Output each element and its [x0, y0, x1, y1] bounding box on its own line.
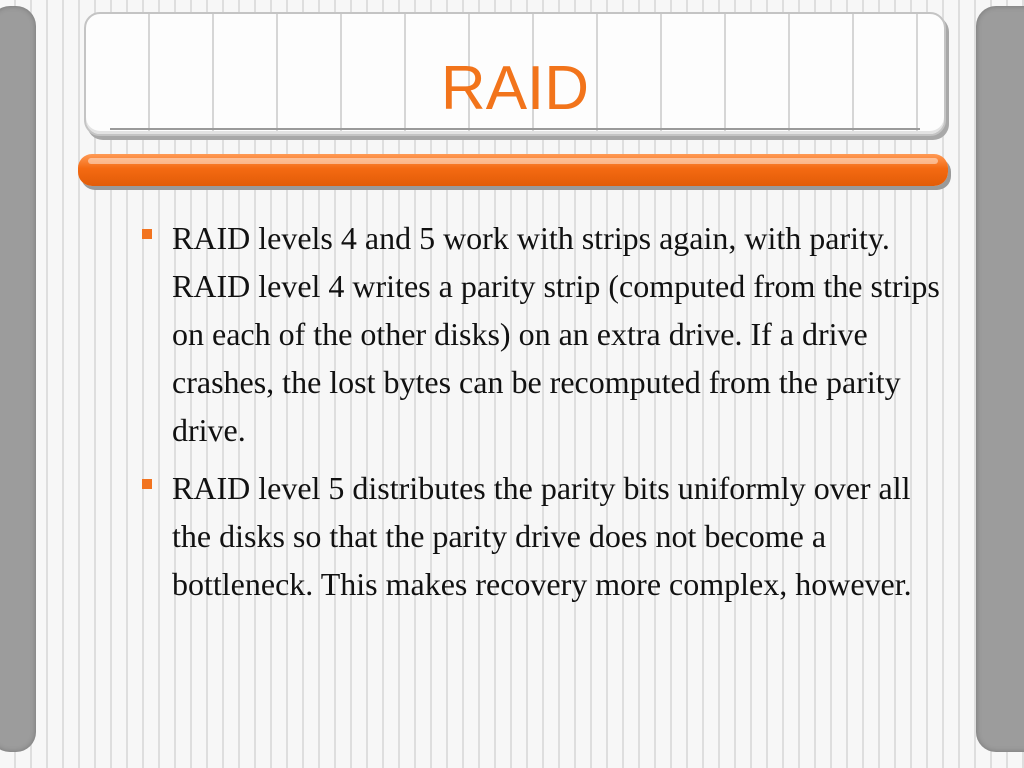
square-bullet-icon: [142, 479, 152, 489]
accent-divider-bar: [78, 154, 948, 186]
slide-title: RAID: [440, 54, 590, 123]
right-decorative-bar: [976, 6, 1024, 752]
list-item: [140, 214, 940, 454]
bullet-text: RAID level 5 distributes the parity bits uniformly over all the disks so that the parity drive does not become a bottleneck. This makes recovery more complex, however.: [172, 470, 912, 602]
left-decorative-bar: [0, 6, 36, 752]
bullet-text: RAID levels 4 and 5 work with strips again, with parity. RAID level 4 writes a parity strip (computed from the strips on each of the other disks) on an extra drive. If a drive crashes, the lost bytes can be recomputed from the parity drive.: [172, 220, 940, 448]
list-item: [140, 464, 940, 608]
title-panel: [84, 12, 946, 136]
bullet-list: [140, 214, 940, 618]
square-bullet-icon: [142, 229, 152, 239]
